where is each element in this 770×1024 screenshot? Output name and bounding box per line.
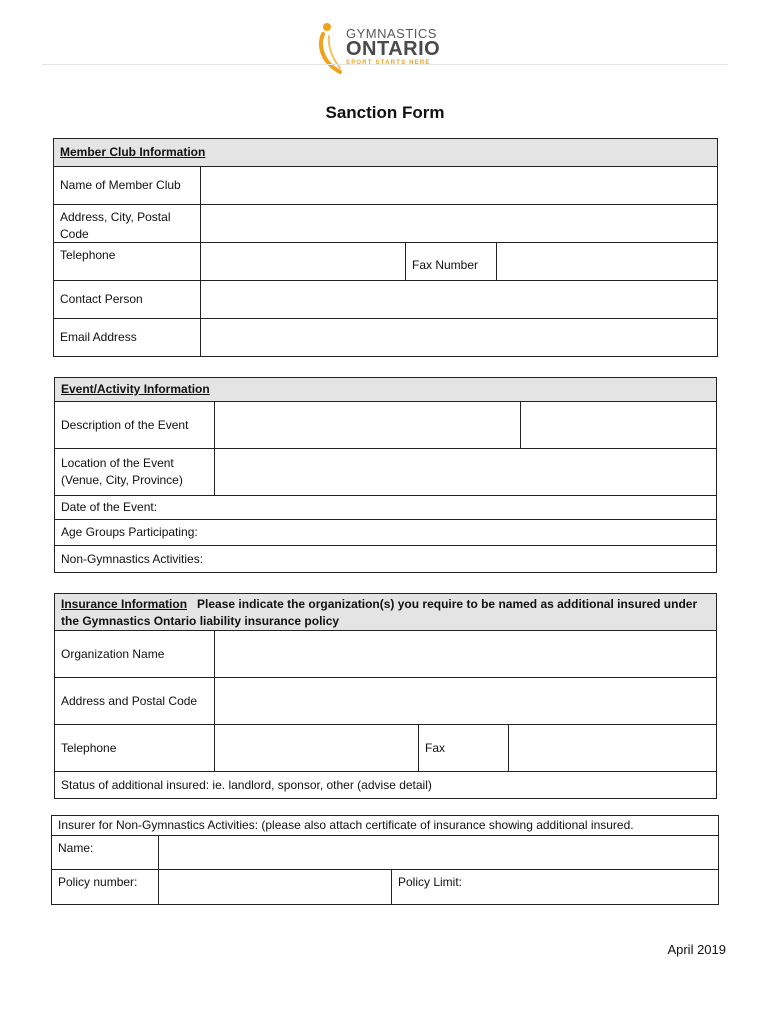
logo-tagline: SPORT STARTS HERE	[346, 60, 431, 66]
organization-name-field[interactable]	[214, 630, 717, 678]
event-description-extra-field[interactable]	[520, 401, 717, 449]
policy-limit-field[interactable]: Policy Limit:	[391, 869, 719, 905]
age-groups-field[interactable]: Age Groups Participating:	[54, 519, 717, 546]
email-label: Email Address	[53, 318, 201, 357]
contact-person-field[interactable]	[200, 280, 718, 319]
insurance-address-label: Address and Postal Code	[54, 677, 215, 725]
insurer-name-field[interactable]	[158, 835, 719, 870]
email-field[interactable]	[200, 318, 718, 357]
telephone-label: Telephone	[53, 242, 201, 281]
logo-line2: ONTARIO	[346, 38, 441, 60]
insurance-fax-label: Fax	[418, 724, 509, 772]
insurance-header: Insurance Information Please indicate the organization(s) you require to be named as additional insured under the Gymnastics Ontario liability insurance policy	[54, 593, 717, 631]
telephone-field[interactable]	[200, 242, 406, 281]
event-description-field[interactable]	[214, 401, 521, 449]
logo-line1: GYMNASTICS	[346, 26, 437, 41]
member-club-name-label: Name of Member Club	[53, 166, 201, 205]
insurance-address-field[interactable]	[214, 677, 717, 725]
policy-number-field[interactable]	[158, 869, 392, 905]
fax-number-label: Fax Number	[405, 242, 497, 281]
insurance-telephone-label: Telephone	[54, 724, 215, 772]
address-field[interactable]	[200, 204, 718, 243]
member-club-header: Member Club Information	[53, 138, 718, 167]
event-date-field[interactable]: Date of the Event:	[54, 495, 717, 520]
event-header: Event/Activity Information	[54, 377, 717, 402]
non-gymnastics-activities-field[interactable]: Non-Gymnastics Activities:	[54, 545, 717, 573]
fax-number-field[interactable]	[496, 242, 718, 281]
event-location-field[interactable]	[214, 448, 717, 496]
address-label: Address, City, Postal Code	[53, 204, 201, 243]
insurer-name-label: Name:	[51, 835, 159, 870]
page-title: Sanction Form	[325, 103, 445, 122]
member-club-name-field[interactable]	[200, 166, 718, 205]
form-date: April 2019	[667, 942, 726, 957]
additional-insured-status-field[interactable]: Status of additional insured: ie. landlord, sponsor, other (advise detail)	[54, 771, 717, 799]
contact-person-label: Contact Person	[53, 280, 201, 319]
event-location-label: Location of the Event (Venue, City, Province)	[54, 448, 215, 496]
insurance-fax-field[interactable]	[508, 724, 717, 772]
policy-number-label: Policy number:	[51, 869, 159, 905]
insurer-header: Insurer for Non-Gymnastics Activities: (please also attach certificate of insurance showing additional insured.	[51, 815, 719, 836]
header-divider	[42, 64, 728, 65]
event-description-label: Description of the Event	[54, 401, 215, 449]
insurance-telephone-field[interactable]	[214, 724, 419, 772]
organization-name-label: Organization Name	[54, 630, 215, 678]
